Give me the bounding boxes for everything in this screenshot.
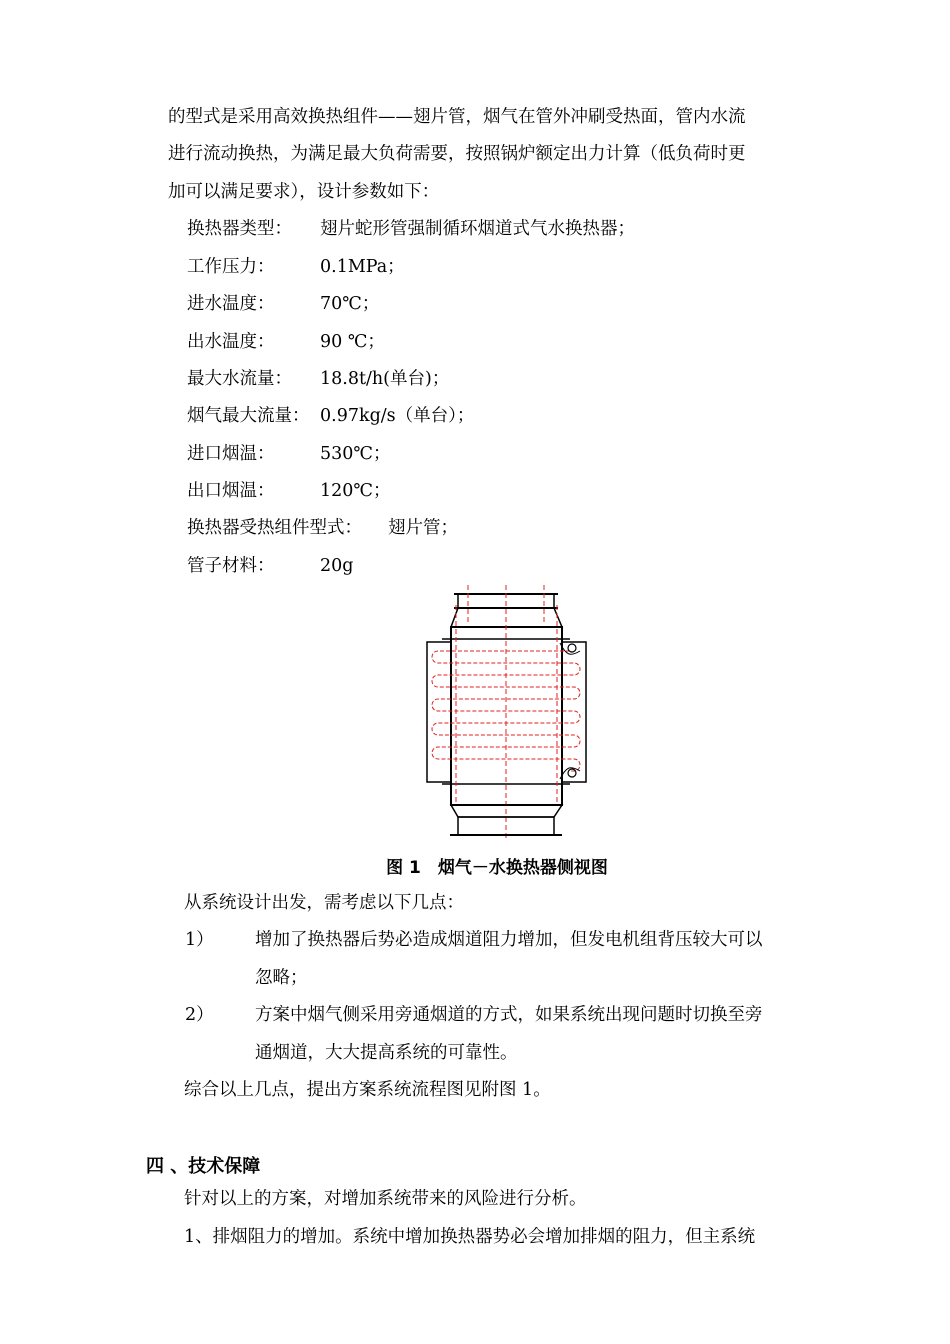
- list-item-text: 方案中烟气侧采用旁通烟道的方式，如果系统出现问题时切换至旁: [255, 1005, 763, 1025]
- param-value: 90 ℃；: [320, 332, 385, 352]
- figure-caption: 图 1 烟气－水换热器侧视图: [386, 858, 608, 878]
- param-label: 出口烟温：: [187, 481, 275, 501]
- section-intro: 针对以上的方案，对增加系统带来的风险进行分析。: [184, 1189, 587, 1209]
- param-value: 70℃；: [320, 294, 380, 314]
- param-label: 管子材料：: [187, 556, 275, 576]
- intro-line-3: 加可以满足要求），设计参数如下：: [168, 182, 440, 202]
- param-value: 0.97kg/s（单台）；: [320, 406, 475, 426]
- param-value: 翅片管；: [388, 518, 458, 538]
- param-label: 工作压力：: [187, 257, 275, 277]
- list-item-text-continued: 忽略；: [255, 968, 308, 988]
- param-label: 出水温度：: [187, 332, 275, 352]
- param-label: 换热器受热组件型式：: [187, 518, 362, 538]
- section-point-1: 1、排烟阻力的增加。系统中增加换热器势必会增加排烟的阻力，但主系统: [184, 1227, 756, 1247]
- list-item-text: 增加了换热器后势必造成烟道阻力增加，但发电机组背压较大可以: [255, 930, 763, 950]
- param-value: 18.8t/h(单台)；: [320, 369, 450, 389]
- considerations-intro: 从系统设计出发，需考虑以下几点：: [184, 893, 464, 913]
- param-label: 进水温度：: [187, 294, 275, 314]
- water-nozzle-top: [568, 644, 576, 652]
- param-label: 烟气最大流量：: [187, 406, 310, 426]
- param-value: 530℃；: [320, 444, 391, 464]
- center-guide-lines: [456, 585, 557, 840]
- list-item-text-continued: 通烟道，大大提高系统的可靠性。: [255, 1043, 518, 1063]
- intro-line-1: 的型式是采用高效换热组件——翅片管，烟气在管外冲刷受热面，管内水流: [168, 107, 746, 127]
- param-value: 翅片蛇形管强制循环烟道式气水换热器；: [320, 219, 635, 239]
- heat-exchanger-side-view-diagram: [420, 585, 590, 840]
- param-value: 0.1MPa；: [320, 257, 405, 277]
- section-heading: 四 、技术保障: [146, 1156, 261, 1177]
- param-label: 换热器类型：: [187, 219, 292, 239]
- considerations-summary: 综合以上几点，提出方案系统流程图见附图 1。: [184, 1080, 551, 1100]
- param-label: 进口烟温：: [187, 444, 275, 464]
- list-item-number: 2）: [185, 1005, 214, 1025]
- water-nozzle-bottom: [568, 769, 576, 777]
- param-value: 20g: [320, 556, 354, 576]
- list-item-number: 1）: [185, 930, 214, 950]
- param-label: 最大水流量：: [187, 369, 292, 389]
- param-value: 120℃；: [320, 481, 391, 501]
- intro-line-2: 进行流动换热，为满足最大负荷需要，按照锅炉额定出力计算（低负荷时更: [168, 144, 746, 164]
